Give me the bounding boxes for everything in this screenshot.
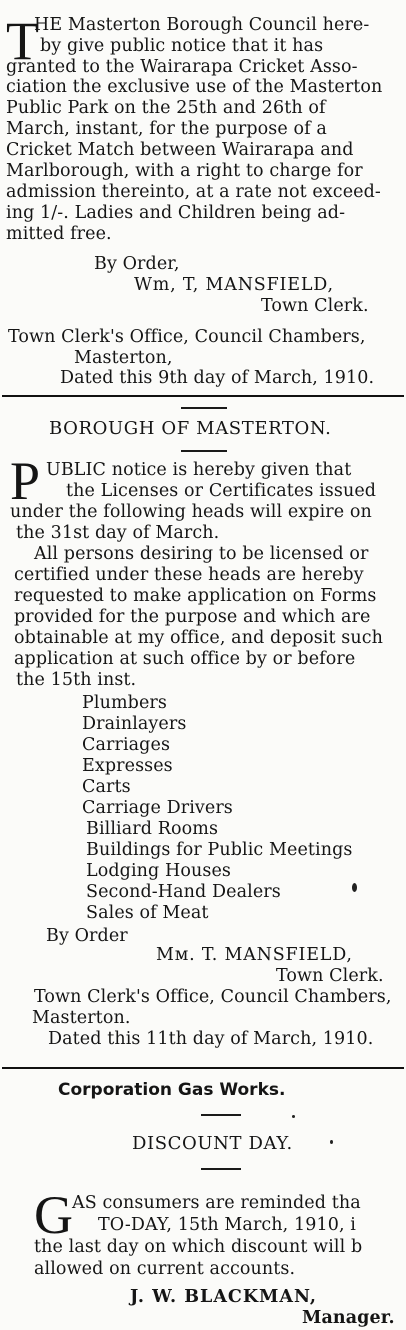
separator-rule <box>181 450 227 452</box>
notice-heading: BOROUGH OF MASTERTON. <box>49 418 332 439</box>
notice-text-line: the last day on which discount will b <box>34 1237 363 1257</box>
notice-text-line: ciation the exclusive use of the Masterton <box>6 77 383 97</box>
signatory: Wm, T, MANSFIELD, <box>134 275 334 295</box>
cricket-match-notice <box>0 0 406 388</box>
notice-text-line: the 31st day of March. <box>16 523 220 543</box>
column-divider <box>2 1067 404 1069</box>
license-head-item: Lodging Houses <box>86 861 231 881</box>
notice-date: Dated this 11th day of March, 1910. <box>48 1029 374 1049</box>
notice-text-line: the 15th inst. <box>16 670 137 690</box>
notice-text-line: allowed on current accounts. <box>34 1259 296 1279</box>
notice-text-line: provided for the purpose and which are <box>14 607 371 627</box>
print-speck <box>352 883 357 892</box>
signatory-title: Town Clerk. <box>261 296 369 316</box>
notice-text-line: requested to make application on Forms <box>14 586 377 606</box>
separator-rule <box>181 407 227 409</box>
license-head-item: Carriage Drivers <box>82 798 233 818</box>
notice-text-line: TO-DAY, 15th March, 1910, i <box>98 1215 356 1235</box>
drop-cap: P <box>10 451 41 511</box>
license-head-item: Carriages <box>82 735 171 755</box>
notice-text-line: Marlborough, with a right to charge for <box>6 161 363 181</box>
license-head-item: Second-Hand Dealers <box>86 882 281 902</box>
notice-text-line: by give public notice that it has <box>40 36 324 56</box>
license-head-item: Expresses <box>82 756 173 776</box>
drop-cap: G <box>34 1185 73 1245</box>
notice-text-line: admission thereinto, at a rate not exceed- <box>6 182 381 202</box>
print-speck <box>330 1140 333 1144</box>
notice-text-line: AS consumers are reminded tha <box>72 1193 361 1213</box>
notice-text-line: certified under these heads are hereby <box>14 565 364 585</box>
signatory: J. W. BLACKMAN, <box>130 1287 317 1307</box>
notice-subheading: DISCOUNT DAY. <box>132 1133 293 1154</box>
license-head-item: Sales of Meat <box>86 903 209 923</box>
notice-text-line: the Licenses or Certificates issued <box>66 481 377 501</box>
notice-text-line: All persons desiring to be licensed or <box>34 544 369 564</box>
license-head-item: Drainlayers <box>82 714 187 734</box>
office-address: Masterton. <box>32 1008 131 1028</box>
notice-text-line: ing 1/-. Ladies and Children being ad- <box>6 203 346 223</box>
print-speck <box>292 1115 295 1118</box>
notice-text-line: March, instant, for the purpose of a <box>6 119 327 139</box>
notice-text-line: HE Masterton Borough Council here- <box>34 15 370 35</box>
license-head-item: Buildings for Public Meetings <box>86 840 353 860</box>
signatory-title: Manager. <box>302 1308 395 1328</box>
notice-text-line: granted to the Wairarapa Cricket Asso- <box>6 57 358 77</box>
license-head-item: Plumbers <box>82 693 167 713</box>
office-address: Masterton, <box>74 348 173 368</box>
notice-text-line: Public Park on the 25th and 26th of <box>6 98 326 118</box>
office-address: Town Clerk's Office, Council Chambers, <box>8 327 366 347</box>
notice-text-line: application at such office by or before <box>14 649 356 669</box>
signatory: Mм. T. MANSFIELD, <box>156 945 353 965</box>
signatory-title: Town Clerk. <box>276 966 384 986</box>
license-head-item: Carts <box>82 777 131 797</box>
by-order: By Order <box>46 926 128 946</box>
notice-text-line: mitted free. <box>6 224 112 244</box>
notice-date: Dated this 9th day of March, 1910. <box>60 368 375 388</box>
notice-text-line: under the following heads will expire on <box>10 502 372 522</box>
notice-heading: Corporation Gas Works. <box>58 1080 286 1100</box>
office-address: Town Clerk's Office, Council Chambers, <box>34 987 392 1007</box>
notice-text-line: Cricket Match between Wairarapa and <box>6 140 354 160</box>
drop-cap: T <box>6 11 39 71</box>
by-order: By Order, <box>94 254 180 274</box>
notice-text-line: UBLIC notice is hereby given that <box>46 460 352 480</box>
separator-rule <box>201 1168 241 1170</box>
separator-rule <box>201 1114 241 1116</box>
column-divider <box>2 395 404 397</box>
notice-text-line: obtainable at my office, and deposit such <box>14 628 384 648</box>
license-head-item: Billiard Rooms <box>86 819 219 839</box>
